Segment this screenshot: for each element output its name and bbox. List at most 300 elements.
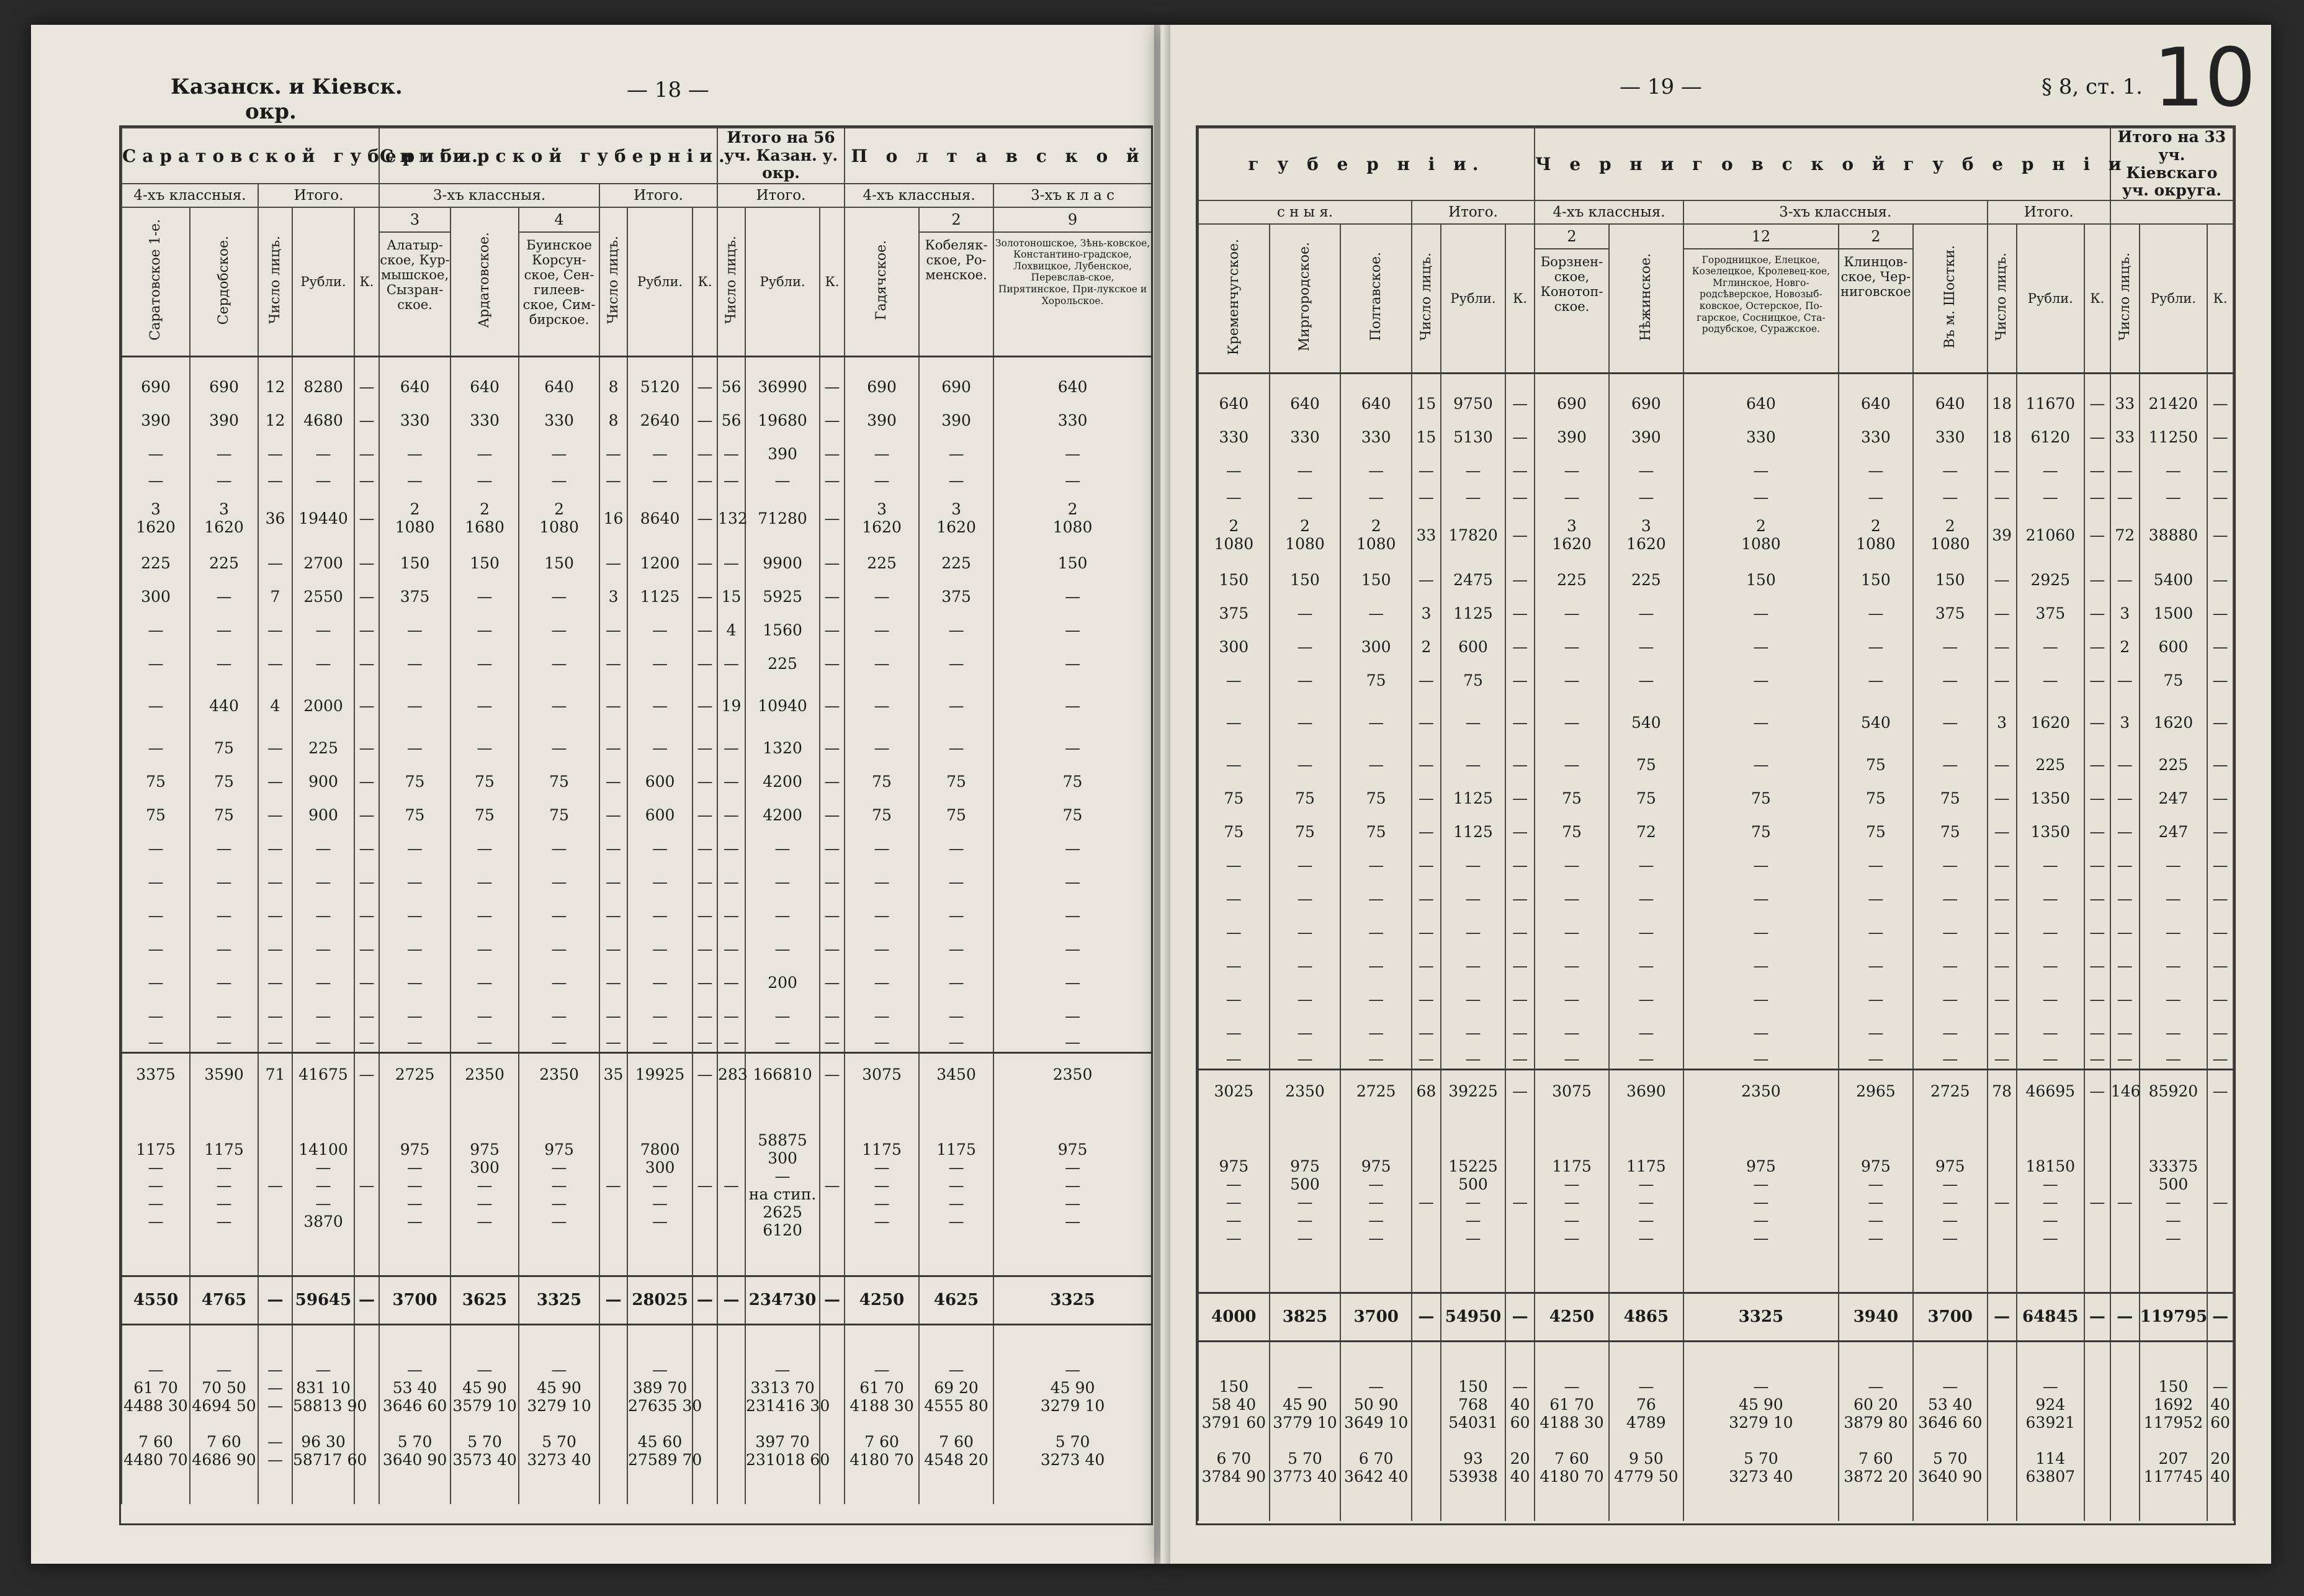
subgroup-header: Итого. bbox=[1412, 200, 1535, 224]
table-cell: 640 bbox=[1198, 387, 1270, 420]
table-cell: — bbox=[2017, 454, 2084, 487]
table-cell: 75 bbox=[450, 764, 519, 798]
table-cell: 75 bbox=[1913, 781, 1988, 815]
column-label: Миргородское. bbox=[1297, 242, 1313, 352]
table-cell: 4000 bbox=[1198, 1293, 1270, 1341]
table-cell: — bbox=[1270, 630, 1341, 663]
table-cell: — bbox=[1340, 748, 1412, 781]
table-row bbox=[122, 731, 1152, 764]
table-cell: — bbox=[122, 1033, 190, 1052]
column-count: 2 bbox=[1839, 228, 1912, 249]
table-cell: 2 1080 bbox=[1683, 507, 1839, 563]
table-cell: 150 bbox=[1839, 563, 1913, 596]
table-cell: — bbox=[122, 999, 190, 1033]
table-cell: — bbox=[845, 932, 919, 966]
table-cell: — bbox=[1412, 563, 1441, 596]
table-cell: 640 bbox=[1340, 387, 1412, 420]
table-cell: 75 bbox=[1609, 748, 1683, 781]
subgroup-header: Итого. bbox=[258, 184, 379, 207]
table-cell: 21060 bbox=[2017, 507, 2084, 563]
table-cell: — bbox=[122, 832, 190, 865]
table-cell: — 40 60 20 40 bbox=[2207, 1341, 2233, 1521]
table-cell: 2 1080 bbox=[519, 490, 599, 546]
table-cell: 2350 bbox=[993, 1052, 1152, 1096]
table-cell: 900 bbox=[292, 764, 354, 798]
table-cell: 33 bbox=[1412, 507, 1441, 563]
table-cell: — bbox=[2017, 949, 2084, 982]
table-cell: — 53 40 3646 60 5 70 3640 90 bbox=[1913, 1341, 1988, 1521]
table-cell: 283 bbox=[717, 1052, 745, 1096]
table-cell: — bbox=[1609, 454, 1683, 487]
table-cell: — bbox=[693, 647, 717, 680]
table-cell: 690 bbox=[122, 370, 190, 403]
table-cell: 166810 bbox=[745, 1052, 820, 1096]
table-row bbox=[122, 1033, 1152, 1052]
column-header bbox=[919, 207, 993, 356]
table-cell: — bbox=[379, 899, 450, 932]
table-cell: — bbox=[258, 546, 292, 580]
table-row bbox=[1198, 1341, 2233, 1521]
table-cell: — bbox=[2084, 420, 2110, 454]
table-cell: — bbox=[820, 403, 845, 437]
table-cell: — bbox=[2110, 563, 2140, 596]
table-cell: — bbox=[820, 647, 845, 680]
table-cell: — bbox=[1270, 748, 1341, 781]
column-header: Рубли. bbox=[2017, 224, 2084, 373]
table-cell: — bbox=[627, 832, 693, 865]
group-header: г у б е р н і и. bbox=[1198, 128, 1535, 200]
table-cell: — bbox=[2017, 915, 2084, 949]
table-row bbox=[122, 798, 1152, 832]
table-cell: — bbox=[354, 613, 379, 647]
table-cell: 3325 bbox=[519, 1276, 599, 1324]
table-cell: — bbox=[1412, 663, 1441, 697]
table-cell: — bbox=[1270, 949, 1341, 982]
table-cell: — bbox=[519, 865, 599, 899]
table-cell: — bbox=[1198, 663, 1270, 697]
table-cell: 375 bbox=[379, 580, 450, 613]
table-cell: — bbox=[519, 899, 599, 932]
table-cell: — bbox=[450, 613, 519, 647]
table-cell: 640 bbox=[1270, 387, 1341, 420]
table-row bbox=[122, 490, 1152, 546]
table-cell: 15225 500 — — — bbox=[1441, 1113, 1505, 1293]
table-cell: — bbox=[190, 966, 258, 999]
table-cell: — bbox=[1270, 882, 1341, 915]
table-cell: — bbox=[258, 1096, 292, 1276]
table-cell: — bbox=[599, 1033, 627, 1052]
column-header: Рубли. bbox=[2140, 224, 2207, 373]
table-cell: — bbox=[599, 680, 627, 731]
table-cell: — bbox=[993, 647, 1152, 680]
table-cell: — bbox=[1270, 1049, 1341, 1069]
table-cell: — bbox=[1340, 1016, 1412, 1049]
table-cell: 71280 bbox=[745, 490, 820, 546]
table-cell bbox=[599, 1324, 627, 1504]
table-cell: 33375 500 — — — bbox=[2140, 1113, 2207, 1293]
table-cell: — bbox=[820, 1096, 845, 1276]
table-cell: — bbox=[122, 470, 190, 490]
table-cell: 3325 bbox=[993, 1276, 1152, 1324]
table-cell: — bbox=[2017, 1016, 2084, 1049]
table-cell: — bbox=[919, 437, 993, 470]
column-header: К. bbox=[693, 207, 717, 356]
table-cell: — bbox=[1441, 454, 1505, 487]
table-cell: — bbox=[1412, 1293, 1441, 1341]
table-cell: 330 bbox=[993, 403, 1152, 437]
table-cell: — bbox=[919, 865, 993, 899]
table-cell: — bbox=[2207, 915, 2233, 949]
table-cell: — bbox=[919, 1033, 993, 1052]
subgroup-header: Итого. bbox=[599, 184, 717, 207]
table-cell: — bbox=[379, 999, 450, 1033]
table-cell: 7800 300 — — — bbox=[627, 1096, 693, 1276]
table-cell: 9900 bbox=[745, 546, 820, 580]
table-cell: — bbox=[1839, 663, 1913, 697]
table-cell: — bbox=[1505, 420, 1535, 454]
table-cell: 7 bbox=[258, 580, 292, 613]
table-cell: — bbox=[1505, 915, 1535, 949]
table-row bbox=[1198, 1049, 2233, 1069]
table-cell: — bbox=[1535, 454, 1609, 487]
table-cell: 8640 bbox=[627, 490, 693, 546]
table-cell: — bbox=[2084, 1293, 2110, 1341]
column-label: Борзнен-ское, Конотоп-ское. bbox=[1540, 254, 1603, 315]
table-cell: — bbox=[2207, 1049, 2233, 1069]
table-cell: 33 bbox=[2110, 387, 2140, 420]
table-cell: 15 bbox=[717, 580, 745, 613]
table-cell: 8 bbox=[599, 403, 627, 437]
table-cell: 75 bbox=[1340, 663, 1412, 697]
table-cell: — 60 20 3879 80 7 60 3872 20 bbox=[1839, 1341, 1913, 1521]
table-cell: 36 bbox=[258, 490, 292, 546]
table-cell: 3690 bbox=[1609, 1069, 1683, 1113]
table-cell: — bbox=[1683, 1049, 1839, 1069]
table-cell: — bbox=[1988, 487, 2017, 507]
table-cell: — bbox=[993, 580, 1152, 613]
table-cell: — bbox=[599, 613, 627, 647]
table-cell: — bbox=[1198, 982, 1270, 1016]
table-cell: — bbox=[1609, 1049, 1683, 1069]
table-row bbox=[122, 932, 1152, 966]
table-cell: 2350 bbox=[1683, 1069, 1839, 1113]
column-header bbox=[258, 207, 292, 356]
table-cell: — bbox=[122, 613, 190, 647]
table-cell: 75 bbox=[919, 764, 993, 798]
table-cell: — bbox=[820, 932, 845, 966]
table-cell: — bbox=[599, 966, 627, 999]
table-cell: — bbox=[379, 613, 450, 647]
table-cell: — bbox=[2207, 507, 2233, 563]
table-cell: 3625 bbox=[450, 1276, 519, 1324]
table-cell: — bbox=[1505, 781, 1535, 815]
table-cell: — bbox=[1505, 982, 1535, 1016]
table-cell: — bbox=[1441, 1016, 1505, 1049]
table-cell: — bbox=[2207, 882, 2233, 915]
table-cell: 58875 300 — на стип. 2625 6120 bbox=[745, 1096, 820, 1276]
table-row bbox=[122, 764, 1152, 798]
table-cell: — bbox=[2084, 882, 2110, 915]
table-cell: — bbox=[2084, 1069, 2110, 1113]
table-cell: 4250 bbox=[845, 1276, 919, 1324]
table-cell: — bbox=[519, 437, 599, 470]
page-number-right: — 19 — bbox=[1620, 74, 1702, 99]
table-cell: — bbox=[599, 764, 627, 798]
table-cell: — bbox=[919, 966, 993, 999]
column-header: Рубли. bbox=[745, 207, 820, 356]
column-header bbox=[2110, 224, 2140, 373]
table-cell: — bbox=[1270, 982, 1341, 1016]
table-cell: — bbox=[2207, 748, 2233, 781]
table-cell: — bbox=[599, 437, 627, 470]
table-cell: 150 768 54031 93 53938 bbox=[1441, 1341, 1505, 1521]
table-cell: — bbox=[1913, 982, 1988, 1016]
table-cell: — bbox=[379, 832, 450, 865]
table-cell: — bbox=[1609, 596, 1683, 630]
table-cell: — bbox=[1609, 487, 1683, 507]
table-cell: 640 bbox=[1839, 387, 1913, 420]
table-cell: — bbox=[2110, 781, 2140, 815]
table-cell: 75 bbox=[993, 764, 1152, 798]
table-cell: 18150 — — — — bbox=[2017, 1113, 2084, 1293]
table-cell: 1175 — — — — bbox=[1609, 1113, 1683, 1293]
table-cell: 3 1620 bbox=[122, 490, 190, 546]
table-cell: — bbox=[122, 899, 190, 932]
table-cell: 1175 — — — — bbox=[845, 1096, 919, 1276]
table-cell: 200 bbox=[745, 966, 820, 999]
table-cell: — bbox=[190, 832, 258, 865]
table-cell: 68 bbox=[1412, 1069, 1441, 1113]
table-cell: — bbox=[1839, 1016, 1913, 1049]
table-cell: — bbox=[379, 966, 450, 999]
table-cell: — bbox=[1340, 848, 1412, 882]
table-cell: 225 bbox=[845, 546, 919, 580]
table-cell: 78 bbox=[1988, 1069, 2017, 1113]
table-cell: — bbox=[1609, 1016, 1683, 1049]
table-cell: — bbox=[1913, 882, 1988, 915]
table-cell: — bbox=[845, 613, 919, 647]
table-cell: — bbox=[2207, 982, 2233, 1016]
table-cell: — bbox=[693, 731, 717, 764]
table-cell: — bbox=[745, 999, 820, 1033]
table-cell: — bbox=[717, 832, 745, 865]
table-cell: — bbox=[1535, 663, 1609, 697]
table-cell: — bbox=[693, 966, 717, 999]
table-cell: 4680 bbox=[292, 403, 354, 437]
table-cell: — bbox=[1839, 630, 1913, 663]
table-cell: 75 bbox=[1535, 815, 1609, 848]
table-cell: 975 — — — — bbox=[1683, 1113, 1839, 1293]
table-cell: — bbox=[717, 932, 745, 966]
table-row bbox=[122, 999, 1152, 1033]
column-header bbox=[1683, 224, 1839, 373]
table-cell: — bbox=[2110, 748, 2140, 781]
column-count: 2 bbox=[920, 212, 993, 233]
table-cell: 146 bbox=[2110, 1069, 2140, 1113]
table-cell: — bbox=[820, 731, 845, 764]
table-cell: — bbox=[627, 1033, 693, 1052]
table-row bbox=[122, 613, 1152, 647]
table-cell: — bbox=[1198, 882, 1270, 915]
table-cell bbox=[717, 1324, 745, 1504]
table-cell: 3 bbox=[2110, 596, 2140, 630]
table-cell: 75 bbox=[2140, 663, 2207, 697]
table-cell: — bbox=[1535, 748, 1609, 781]
table-cell: — bbox=[379, 1033, 450, 1052]
table-cell: — bbox=[919, 932, 993, 966]
table-cell: — bbox=[919, 613, 993, 647]
table-cell: — bbox=[379, 470, 450, 490]
table-cell: — bbox=[258, 1033, 292, 1052]
table-cell: — bbox=[993, 865, 1152, 899]
table-cell: 75 bbox=[1270, 781, 1341, 815]
table-cell: 75 bbox=[122, 798, 190, 832]
left-page bbox=[31, 25, 1160, 1564]
table-cell: — bbox=[1198, 487, 1270, 507]
table-cell: — bbox=[1505, 596, 1535, 630]
table-cell: — bbox=[1441, 1049, 1505, 1069]
table-cell: — bbox=[2084, 748, 2110, 781]
table-cell: 39 bbox=[1988, 507, 2017, 563]
table-cell: 150 bbox=[1340, 563, 1412, 596]
table-cell: — bbox=[1340, 915, 1412, 949]
column-header bbox=[1609, 224, 1683, 373]
table-cell: — bbox=[1441, 982, 1505, 1016]
table-cell: — bbox=[993, 899, 1152, 932]
table-cell: — bbox=[519, 470, 599, 490]
table-cell: — bbox=[820, 580, 845, 613]
table-cell: — bbox=[2110, 848, 2140, 882]
table-cell: 75 bbox=[1839, 781, 1913, 815]
table-cell: — bbox=[292, 647, 354, 680]
table-cell: — bbox=[993, 437, 1152, 470]
table-cell: — bbox=[292, 865, 354, 899]
table-cell: — bbox=[1441, 748, 1505, 781]
table-cell: — bbox=[379, 647, 450, 680]
table-cell: — bbox=[354, 403, 379, 437]
table-cell: — bbox=[717, 1096, 745, 1276]
table-cell: — bbox=[919, 470, 993, 490]
table-row bbox=[122, 580, 1152, 613]
table-cell: — bbox=[354, 731, 379, 764]
column-count: 12 bbox=[1684, 228, 1838, 249]
table-cell bbox=[1412, 1341, 1441, 1521]
table-cell: — bbox=[1412, 949, 1441, 982]
table-cell: 5400 bbox=[2140, 563, 2207, 596]
table-cell: — bbox=[1505, 507, 1535, 563]
table-cell: — bbox=[1988, 630, 2017, 663]
table-cell: — bbox=[122, 647, 190, 680]
column-header bbox=[1270, 224, 1341, 373]
table-cell: — bbox=[2084, 563, 2110, 596]
table-cell: — bbox=[693, 490, 717, 546]
table-cell: 600 bbox=[2140, 630, 2207, 663]
column-label: Клинцов-ское, Чер-ниговское bbox=[1840, 254, 1911, 299]
table-cell: — bbox=[2140, 848, 2207, 882]
table-cell: 18 bbox=[1988, 387, 2017, 420]
subgroup-header: 4-хъ классныя. bbox=[1535, 200, 1683, 224]
column-header bbox=[1198, 224, 1270, 373]
table-cell: — bbox=[450, 999, 519, 1033]
table-cell: 2965 bbox=[1839, 1069, 1913, 1113]
table-cell: — bbox=[258, 798, 292, 832]
table-cell: 900 bbox=[292, 798, 354, 832]
group-header: Саратовской губерніи. bbox=[122, 128, 379, 184]
table-cell: — bbox=[2140, 915, 2207, 949]
table-cell: — bbox=[1988, 1049, 2017, 1069]
table-cell: 39225 bbox=[1441, 1069, 1505, 1113]
table-cell: — 45 90 3279 10 5 70 3273 40 bbox=[519, 1324, 599, 1504]
table-cell: — bbox=[820, 1033, 845, 1052]
table-cell: — bbox=[599, 470, 627, 490]
table-cell: 640 bbox=[519, 370, 599, 403]
table-cell: — bbox=[2110, 487, 2140, 507]
table-row bbox=[1198, 882, 2233, 915]
table-cell: — bbox=[1913, 848, 1988, 882]
table-cell: — bbox=[2207, 848, 2233, 882]
column-label: Буинское Корсун-ское, Сен-гилеев-ское, Сим-бирское. bbox=[522, 237, 596, 328]
table-cell: 3025 bbox=[1198, 1069, 1270, 1113]
table-cell: — bbox=[1270, 596, 1341, 630]
table-cell: — bbox=[1535, 1049, 1609, 1069]
table-cell: 390 bbox=[190, 403, 258, 437]
table-cell: 75 bbox=[122, 764, 190, 798]
table-cell: — bbox=[1535, 882, 1609, 915]
column-label: Саратовское 1-е. bbox=[148, 219, 164, 341]
table-cell: 19925 bbox=[627, 1052, 693, 1096]
table-cell: — bbox=[820, 613, 845, 647]
table-cell: 3 1620 bbox=[190, 490, 258, 546]
column-label: Золотоношское, Зѣнь-ковское, Константино-градское, Лохвицкое, Лубенское, Перевслав-ское, Пирятинское, При-лукское и Хорольское. bbox=[995, 237, 1150, 307]
table-cell: — bbox=[2140, 1016, 2207, 1049]
table-cell: 375 bbox=[1913, 596, 1988, 630]
table-cell: — bbox=[919, 647, 993, 680]
table-cell: 75 bbox=[190, 764, 258, 798]
table-cell: — bbox=[1839, 882, 1913, 915]
table-cell: — bbox=[820, 832, 845, 865]
table-cell: — bbox=[1913, 630, 1988, 663]
table-cell: — bbox=[820, 764, 845, 798]
subgroup-header: с н ы я. bbox=[1198, 200, 1412, 224]
table-cell: — bbox=[627, 613, 693, 647]
table-cell: — bbox=[1340, 882, 1412, 915]
table-cell: — bbox=[919, 899, 993, 932]
table-cell: — bbox=[919, 999, 993, 1033]
table-cell: — bbox=[1505, 882, 1535, 915]
table-cell: — bbox=[845, 647, 919, 680]
table-cell: — bbox=[2110, 1113, 2140, 1293]
table-cell: — bbox=[450, 832, 519, 865]
table-cell: — bbox=[1913, 487, 1988, 507]
table-cell: — bbox=[1913, 748, 1988, 781]
table-cell: — bbox=[717, 647, 745, 680]
table-cell: — bbox=[354, 798, 379, 832]
table-cell: — bbox=[627, 999, 693, 1033]
table-row bbox=[1198, 915, 2233, 949]
table-cell: — bbox=[693, 470, 717, 490]
table-cell: — bbox=[627, 680, 693, 731]
table-cell: — bbox=[627, 899, 693, 932]
table-cell: — bbox=[1505, 1016, 1535, 1049]
table-cell: 1320 bbox=[745, 731, 820, 764]
table-cell: — bbox=[258, 966, 292, 999]
table-cell: 10940 bbox=[745, 680, 820, 731]
table-cell: — bbox=[2017, 882, 2084, 915]
column-label: Нѣжинское. bbox=[1638, 253, 1654, 341]
column-header bbox=[1412, 224, 1441, 373]
column-header bbox=[379, 207, 450, 356]
subgroup-header: 3-хъ к л а с bbox=[993, 184, 1152, 207]
